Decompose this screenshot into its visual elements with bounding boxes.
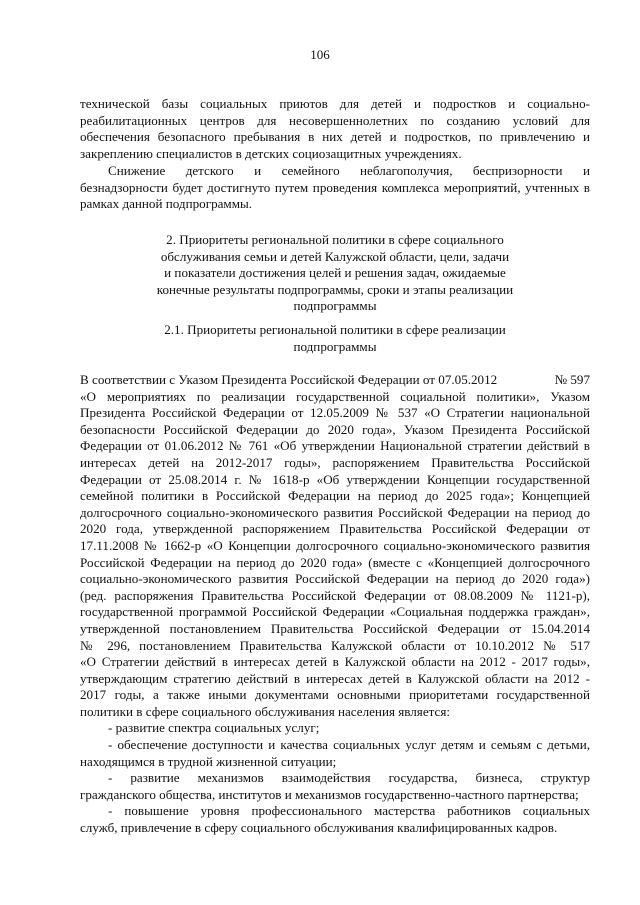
page-number: 106: [310, 47, 330, 62]
bullet-item: - развитие спектра социальных услуг;: [108, 720, 320, 736]
text-line: [80, 372, 590, 389]
text-line: Российской Федерации на период до 2020 года» (вместе с «Концепцией долгосрочного: [80, 554, 590, 570]
section-heading-2: [120, 232, 550, 315]
text-line: долгосрочного социально-экономического развития Российской Федерации на период до: [80, 504, 590, 520]
text-line: 2020 года, утвержденной распоряжением Правительства Российской Федерации от: [80, 521, 590, 537]
bullet-item: - повышение уровня профессионального мастерства работников социальных: [108, 803, 590, 819]
text-line: Федерации от 01.06.2012 № 761 «Об утверждении Национальной стратегии действий в: [80, 438, 590, 454]
heading-line: обслуживания семьи и детей Калужской области, цели, задачи: [160, 248, 510, 264]
text-line: безопасности Российской Федерации до 2020 года», Указом Президента Российской: [80, 421, 590, 437]
text-line: (ред. распоряжения Правительства Российской Федерации от 08.08.2009 № 1121-р),: [80, 587, 590, 603]
text-line: государственной программой Российской Федерации «Социальная поддержка граждан»,: [80, 604, 590, 620]
intro-paragraph: [80, 96, 590, 162]
paragraph-2: [80, 163, 590, 213]
text-line: реабилитационных центров для несовершеннолетних по созданию условий для: [80, 112, 590, 128]
text-line: политики в сфере социального обслуживания населения является:: [80, 703, 451, 719]
text-line: рамках данной подпрограммы.: [80, 196, 253, 212]
text-line: 2017 годы, а также иными документами основными приоритетами государственной: [80, 687, 590, 703]
text-line: социально-экономического развития Российской Федерации на период до 2020 года»): [80, 571, 590, 587]
text-line: № 296, постановлением Правительства Калужской области от 10.10.2012 № 517: [80, 637, 590, 653]
heading-line: подпрограммы: [293, 298, 377, 314]
text-line: Президента Российской Федерации от 12.05.2009 № 537 «О Стратегии национальной: [80, 405, 590, 421]
text-line: обеспечения безопасного пребывания в них детей и подростков, по привлечению и: [80, 129, 590, 145]
section-heading-2-1: [120, 322, 550, 355]
heading-line: конечные результаты подпрограммы, сроки и этапы реализации: [156, 281, 514, 297]
text-line: семейной политики в Российской Федерации на период до 2025 года»; Концепцией: [80, 488, 590, 504]
bullet-item-cont: находящимся в трудной жизненной ситуации;: [80, 753, 337, 769]
heading-line: подпрограммы: [293, 338, 377, 354]
text-line: 17.11.2008 № 1662-р «О Концепции долгосрочного социально-экономического развития: [80, 537, 590, 553]
text-line: «О Стратегии действий в интересах детей в Калужской области на 2012 - 2017 годы»,: [80, 654, 590, 670]
text-line: закреплению специалистов в детских социозащитных учреждениях.: [80, 145, 462, 161]
heading-line: и показатели достижения целей и решения задач, ожидаемые: [164, 265, 506, 281]
text-line: Снижение детского и семейного неблагополучия, беспризорности и: [108, 163, 590, 178]
text-line-right: № 597: [554, 372, 590, 387]
bullet-item-cont: служб, привлечение в сферу социального обслуживания квалифицированных кадров.: [80, 820, 558, 836]
text-line: утвержденной постановлением Правительства Российской Федерации от 15.04.2014: [80, 620, 590, 636]
bullet-item-cont: гражданского общества, институтов и механизмов государственно-частного партнерства;: [80, 786, 579, 802]
text-line: Федерации от 25.08.2014 г. № 1618-р «Об утверждении Концепции государственной: [80, 471, 590, 487]
bullet-item: - обеспечение доступности и качества социальных услуг детям и семьям с детьми,: [108, 737, 590, 753]
heading-line: 2. Приоритеты региональной политики в сфере социального: [166, 232, 504, 247]
text-line: технической базы социальных приютов для детей и подростков и социально-: [80, 96, 590, 111]
text-line: «О мероприятиях по реализации государственной социальной политики», Указом: [80, 388, 590, 404]
bullet-item: - развитие механизмов взаимодействия государства, бизнеса, структур: [108, 770, 590, 786]
main-paragraph: [80, 372, 590, 837]
text-line-left: В соответствии с Указом Президента Российской Федерации от 07.05.2012: [80, 372, 498, 387]
heading-line: 2.1. Приоритеты региональной политики в сфере реализации: [164, 322, 506, 337]
text-line: безнадзорности будет достигнуто путем проведения комплекса мероприятий, учтенных в: [80, 179, 590, 195]
text-line: утверждающим стратегию действий в интересах детей в Калужской области на 2012 -: [80, 670, 590, 686]
text-line: интересах детей на 2012-2017 годы», распоряжением Правительства Российской: [80, 454, 590, 470]
